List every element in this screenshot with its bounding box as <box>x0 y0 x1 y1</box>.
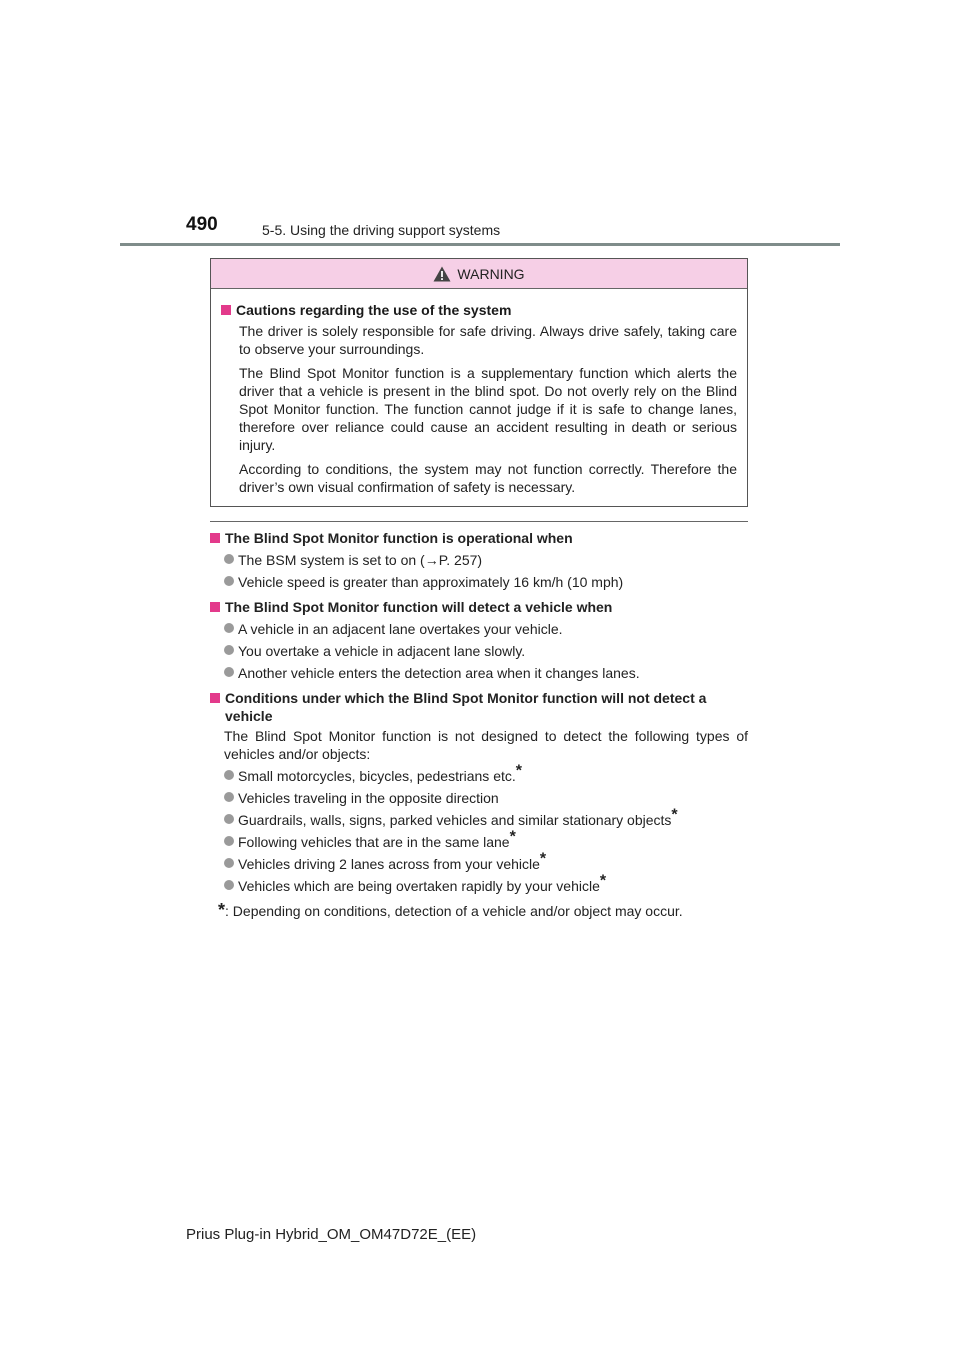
circle-bullet-icon <box>224 880 234 890</box>
list-item-text: Vehicles driving 2 lanes across from your vehicle* <box>238 850 547 872</box>
warning-label: WARNING <box>457 265 525 282</box>
list-item-text: The BSM system is set to on (→P. 257) <box>238 552 483 568</box>
footnote-marker: * <box>515 762 522 780</box>
list-item-text: A vehicle in an adjacent lane overtakes your vehicle. <box>238 621 563 637</box>
section-intro: The Blind Spot Monitor function is not designed to detect the following types of vehicles and/or objects: <box>224 728 748 762</box>
footnote <box>218 901 748 920</box>
square-bullet-icon <box>221 305 231 315</box>
circle-bullet-icon <box>224 770 234 780</box>
document-id: Prius Plug-in Hybrid_OM_OM47D72E_(EE) <box>186 1226 477 1243</box>
list-item-text: Another vehicle enters the detection area when it changes lanes. <box>238 665 640 681</box>
square-bullet-icon <box>210 693 220 703</box>
section-heading <box>210 689 748 725</box>
footnote-marker: * <box>599 872 607 890</box>
list-item <box>224 762 748 785</box>
list-item-text: Vehicle speed is greater than approximately 16 km/h (10 mph) <box>238 574 624 590</box>
warning-box <box>210 258 748 507</box>
warning-triangle-icon <box>433 266 451 282</box>
list-item-text: Following vehicles that are in the same lane* <box>238 828 516 850</box>
footnote-star: * <box>218 900 226 920</box>
section-heading-text: Conditions under which the Blind Spot Monitor function will not detect a vehicle <box>225 690 707 724</box>
list-item <box>224 551 748 569</box>
footnote-marker: * <box>539 850 547 868</box>
section-heading <box>210 529 748 547</box>
main-content <box>210 521 748 920</box>
circle-bullet-icon <box>224 836 234 846</box>
list-item <box>224 850 748 873</box>
warning-header <box>211 259 747 289</box>
list-item <box>224 620 748 638</box>
section-heading <box>210 598 748 616</box>
footnote-text: : Depending on conditions, detection of a vehicle and/or object may occur. <box>225 903 683 919</box>
circle-bullet-icon <box>224 645 234 655</box>
warning-paragraph: The driver is solely responsible for safe driving. Always drive safely, taking care to observe your surroundings. <box>239 323 737 357</box>
section-heading-text: The Blind Spot Monitor function will detect a vehicle when <box>225 599 613 615</box>
list-item <box>224 828 748 851</box>
footnote-marker: * <box>671 806 678 824</box>
circle-bullet-icon <box>224 792 234 802</box>
circle-bullet-icon <box>224 858 234 868</box>
footnote-marker: * <box>509 828 516 846</box>
warning-paragraph: According to conditions, the system may not function correctly. Therefore the driver’s own visual confirmation of safety is necessary. <box>239 461 737 495</box>
warning-body <box>211 289 747 496</box>
warning-heading <box>221 301 737 319</box>
list-item <box>224 806 748 829</box>
square-bullet-icon <box>210 602 220 612</box>
list-item <box>224 642 748 660</box>
list-item <box>224 573 748 591</box>
list-item-text: Vehicles traveling in the opposite direction <box>238 790 499 806</box>
circle-bullet-icon <box>224 554 234 564</box>
circle-bullet-icon <box>224 623 234 633</box>
list-item-text: You overtake a vehicle in adjacent lane slowly. <box>238 643 526 659</box>
circle-bullet-icon <box>224 576 234 586</box>
section-heading-text: The Blind Spot Monitor function is operational when <box>225 530 573 546</box>
warning-paragraph: The Blind Spot Monitor function is a supplementary function which alerts the driver that a vehicle is present in the blind spot. Do not overly rely on the Blind Spot Monitor function. The function cannot judge if it is safe to change lanes, therefore over reliance could cause an accident resulting in death or serious injury. <box>239 365 737 453</box>
list-item <box>224 664 748 682</box>
section-title: 5-5. Using the driving support systems <box>262 222 501 238</box>
warning-heading-text: Cautions regarding the use of the system <box>236 302 512 318</box>
list-item-text: Vehicles which are being overtaken rapidly by your vehicle* <box>238 872 607 894</box>
header-rule <box>120 243 840 246</box>
list-item-text: Guardrails, walls, signs, parked vehicles and similar stationary objects* <box>238 806 678 828</box>
circle-bullet-icon <box>224 814 234 824</box>
list-item <box>224 789 748 807</box>
list-item <box>224 872 748 895</box>
circle-bullet-icon <box>224 667 234 677</box>
page-number: 490 <box>186 214 218 235</box>
list-item-text: Small motorcycles, bicycles, pedestrians etc.* <box>238 762 522 784</box>
square-bullet-icon <box>210 533 220 543</box>
